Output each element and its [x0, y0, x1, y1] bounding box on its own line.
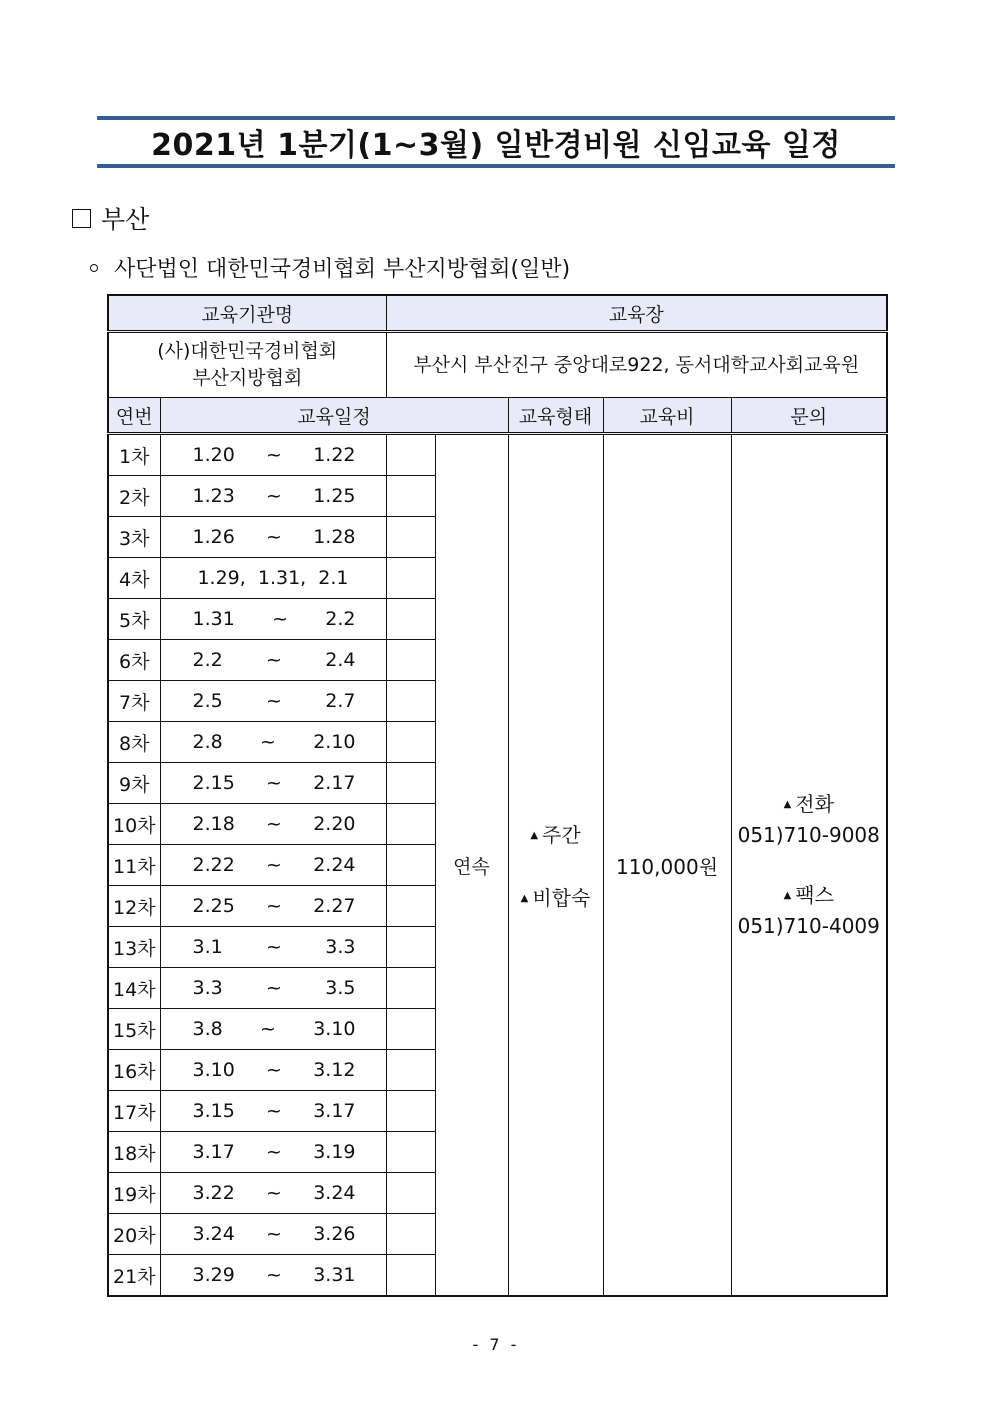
blank-cell: [386, 599, 435, 640]
date-separator: ~: [266, 854, 282, 876]
date-separator: ~: [266, 895, 282, 917]
sub-heading: [90, 252, 570, 283]
date-start: 2.25: [192, 895, 235, 917]
session-number: 16차: [108, 1050, 160, 1091]
date-start: 3.8: [192, 1018, 223, 1040]
section-label: 부산: [101, 205, 150, 234]
blank-cell: [386, 722, 435, 763]
date-separator: ~: [272, 608, 288, 630]
date-separator: ~: [266, 1059, 282, 1081]
fax-number: 051)710-4009: [737, 914, 880, 938]
date-end: 3.17: [313, 1100, 356, 1122]
date-end: 2.17: [313, 772, 356, 794]
date-end: 2.10: [313, 731, 356, 753]
session-number: 4차: [108, 558, 160, 599]
blank-cell: [386, 1009, 435, 1050]
session-dates: [160, 434, 386, 476]
date-start: 3.3: [192, 977, 223, 999]
blank-cell: [386, 558, 435, 599]
date-separator: ~: [266, 526, 282, 548]
session-dates: [160, 927, 386, 968]
date-end: 1.25: [313, 485, 356, 507]
session-number: 6차: [108, 640, 160, 681]
date-separator: ~: [259, 731, 276, 753]
session-number: 17차: [108, 1091, 160, 1132]
date-end: 3.26: [313, 1223, 356, 1245]
date-end: 2.24: [313, 854, 356, 876]
date-start: 3.24: [192, 1223, 235, 1245]
date-start: 1.23: [192, 485, 235, 507]
session-dates: [160, 804, 386, 845]
date-separator: ~: [259, 1018, 276, 1040]
session-number: 19차: [108, 1173, 160, 1214]
session-number: 12차: [108, 886, 160, 927]
date-end: 2.7: [325, 690, 356, 712]
blank-cell: [386, 968, 435, 1009]
blank-cell: [386, 804, 435, 845]
session-number: 21차: [108, 1255, 160, 1297]
session-number: 2차: [108, 476, 160, 517]
blank-cell: [386, 763, 435, 804]
session-number: 10차: [108, 804, 160, 845]
session-dates: 1.29, 1.31, 2.1: [160, 558, 386, 599]
col-no-header: 연번: [108, 398, 160, 434]
date-separator: ~: [266, 1182, 282, 1204]
page-title: 2021년 1분기(1~3월) 일반경비원 신임교육 일정: [151, 128, 841, 163]
date-start: 1.31: [192, 608, 235, 630]
date-end: 1.28: [313, 526, 356, 548]
session-dates: [160, 640, 386, 681]
session-number: 3차: [108, 517, 160, 558]
session-dates: [160, 722, 386, 763]
triangle-bullet-icon: ▲: [520, 893, 529, 904]
session-number: 18차: [108, 1132, 160, 1173]
date-separator: ~: [266, 977, 282, 999]
session-number: 5차: [108, 599, 160, 640]
phone-label: 전화: [795, 792, 834, 816]
page-title-banner: [97, 116, 895, 168]
date-separator: ~: [266, 1223, 282, 1245]
date-end: 2.4: [325, 649, 356, 671]
blank-cell: [386, 681, 435, 722]
org-label-cell: 교육기관명: [108, 295, 386, 332]
col-type-header: 교육형태: [508, 398, 603, 434]
date-start: 1.26: [192, 526, 235, 548]
session-dates: [160, 763, 386, 804]
session-dates: [160, 476, 386, 517]
form-daytime: 주간: [542, 823, 581, 847]
blank-cell: [386, 1050, 435, 1091]
date-start: 3.17: [192, 1141, 235, 1163]
blank-cell: [386, 517, 435, 558]
blank-cell: [386, 1173, 435, 1214]
session-number: 7차: [108, 681, 160, 722]
blank-cell: [386, 1091, 435, 1132]
page-number: - 7 -: [472, 1335, 520, 1354]
venue-cell: 부산시 부산진구 중앙대로922, 동서대학교사회교육원: [386, 332, 887, 398]
date-start: 2.22: [192, 854, 235, 876]
contact-cell: [731, 434, 887, 1297]
date-start: 2.2: [192, 649, 223, 671]
date-start: 3.29: [192, 1264, 235, 1286]
session-dates: [160, 886, 386, 927]
date-separator: ~: [266, 813, 282, 835]
date-start: 2.15: [192, 772, 235, 794]
session-number: 13차: [108, 927, 160, 968]
date-end: 3.12: [313, 1059, 356, 1081]
blank-cell: [386, 1132, 435, 1173]
col-fee-header: 교육비: [603, 398, 731, 434]
session-dates: [160, 1050, 386, 1091]
session-dates: [160, 1214, 386, 1255]
blank-cell: [386, 434, 435, 476]
fee-cell: 110,000원: [603, 434, 731, 1297]
session-dates: [160, 1255, 386, 1297]
date-start: 2.18: [192, 813, 235, 835]
date-start: 2.8: [192, 731, 223, 753]
date-separator: ~: [266, 936, 282, 958]
date-end: 2.2: [325, 608, 356, 630]
session-dates: [160, 517, 386, 558]
date-end: 3.10: [313, 1018, 356, 1040]
date-separator: ~: [266, 1141, 282, 1163]
date-separator: ~: [266, 485, 282, 507]
date-separator: ~: [266, 1264, 282, 1286]
session-dates: [160, 1173, 386, 1214]
org-name-cell: [108, 332, 386, 398]
blank-cell: [386, 927, 435, 968]
triangle-bullet-icon: ▲: [530, 830, 539, 841]
session-number: 11차: [108, 845, 160, 886]
date-start: 3.1: [192, 936, 223, 958]
blank-cell: [386, 1255, 435, 1297]
date-start: 2.5: [192, 690, 223, 712]
org-name-line2: 부산지방협회: [192, 367, 303, 389]
session-number: 14차: [108, 968, 160, 1009]
session-dates: [160, 1132, 386, 1173]
date-separator: ~: [266, 1100, 282, 1122]
phone-number: 051)710-9008: [737, 823, 880, 847]
blank-cell: [386, 1214, 435, 1255]
bullet-circle-icon: [90, 264, 98, 272]
venue-label-cell: 교육장: [386, 295, 887, 332]
date-end: 1.22: [313, 444, 356, 466]
date-end: 3.5: [325, 977, 356, 999]
date-start: 3.15: [192, 1100, 235, 1122]
date-separator: ~: [266, 690, 282, 712]
triangle-bullet-icon: ▲: [783, 890, 792, 901]
date-end: 2.20: [313, 813, 356, 835]
date-separator: ~: [266, 772, 282, 794]
checkbox-square-icon: [72, 209, 91, 228]
date-start: 1.20: [192, 444, 235, 466]
session-number: 15차: [108, 1009, 160, 1050]
session-number: 8차: [108, 722, 160, 763]
date-end: 3.3: [325, 936, 356, 958]
sub-heading-text: 사단법인 대한민국경비협회 부산지방협회(일반): [114, 257, 571, 282]
schedule-type-cell: 연속: [435, 434, 508, 1297]
date-end: 3.31: [313, 1264, 356, 1286]
blank-cell: [386, 886, 435, 927]
session-dates: [160, 1009, 386, 1050]
form-non-residential: 비합숙: [532, 886, 591, 910]
schedule-table: [107, 294, 888, 1297]
col-contact-header: 문의: [731, 398, 887, 434]
date-separator: ~: [266, 444, 282, 466]
fax-label: 팩스: [795, 883, 834, 907]
session-number: 1차: [108, 434, 160, 476]
date-end: 3.24: [313, 1182, 356, 1204]
session-number: 20차: [108, 1214, 160, 1255]
date-end: 3.19: [313, 1141, 356, 1163]
section-heading: [72, 200, 149, 236]
session-dates: [160, 599, 386, 640]
session-dates: [160, 681, 386, 722]
date-separator: ~: [266, 649, 282, 671]
table-row: [108, 434, 887, 476]
session-dates: [160, 845, 386, 886]
col-schedule-header: 교육일정: [160, 398, 508, 434]
triangle-bullet-icon: ▲: [783, 799, 792, 810]
org-name-line1: (사)대한민국경비협회: [157, 340, 338, 362]
date-start: 3.10: [192, 1059, 235, 1081]
session-number: 9차: [108, 763, 160, 804]
education-form-cell: [508, 434, 603, 1297]
blank-cell: [386, 640, 435, 681]
session-dates: [160, 968, 386, 1009]
blank-cell: [386, 476, 435, 517]
date-end: 2.27: [313, 895, 356, 917]
blank-cell: [386, 845, 435, 886]
date-start: 3.22: [192, 1182, 235, 1204]
session-dates: [160, 1091, 386, 1132]
